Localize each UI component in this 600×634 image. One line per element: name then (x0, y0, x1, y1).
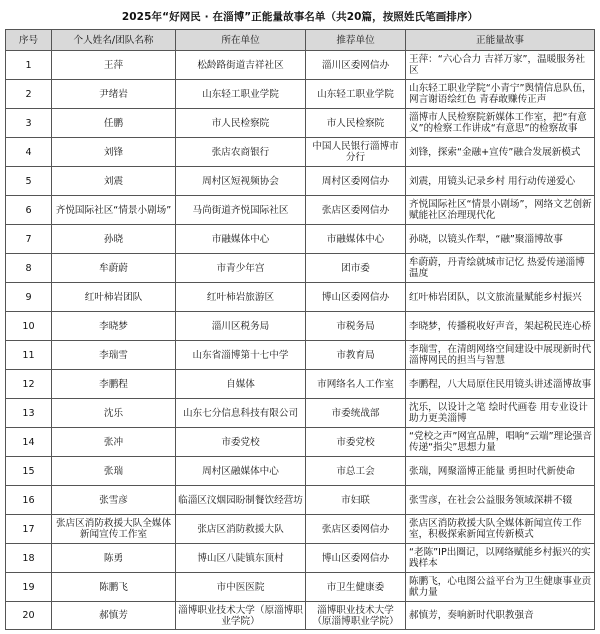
table-row (6, 573, 595, 602)
table-row (6, 225, 595, 254)
cell-recommender: 市税务局 (306, 312, 406, 341)
cell-unit: 市人民检察院 (176, 109, 306, 138)
cell-story: 陈鹏飞，心电图公益平台为卫生健康事业贡献力量 (406, 573, 595, 602)
cell-name: 刘锋 (52, 138, 176, 167)
cell-name: 陈勇 (52, 544, 176, 573)
cell-story: 红叶柿岩团队，以文旅流量赋能乡村振兴 (406, 283, 595, 312)
cell-no: 2 (6, 80, 52, 109)
cell-story: 孙晓，以镜头作犁，“融”聚淄博故事 (406, 225, 595, 254)
cell-no: 10 (6, 312, 52, 341)
column-header-recommender: 推荐单位 (306, 30, 406, 51)
cell-name: 郝慎芳 (52, 602, 176, 630)
cell-unit: 市委党校 (176, 428, 306, 457)
cell-unit: 红叶柿岩旅游区 (176, 283, 306, 312)
cell-story: 刘锋，探索“金融+宣传”融合发展新模式 (406, 138, 595, 167)
cell-story: “老陈”IP出圈记，以网络赋能乡村振兴的实践样本 (406, 544, 595, 573)
cell-story: 刘震，用镜头记录乡村 用行动传递爱心 (406, 167, 595, 196)
cell-recommender: 淄博职业技术大学（原淄博职业学院） (306, 602, 406, 630)
cell-story: 郝慎芳，奏响新时代职教强音 (406, 602, 595, 630)
cell-name: 牟蔚蔚 (52, 254, 176, 283)
cell-unit: 淄川区税务局 (176, 312, 306, 341)
table-row (6, 602, 595, 630)
column-header-name: 个人姓名/团队名称 (52, 30, 176, 51)
table-row (6, 515, 595, 544)
cell-story: 李晓梦，传播税收好声音，架起税民连心桥 (406, 312, 595, 341)
cell-unit: 松龄路街道吉祥社区 (176, 51, 306, 80)
document-title: 2025年“好网民 · 在淄博”正能量故事名单（共20篇，按照姓氏笔画排序） (121, 11, 479, 23)
cell-unit: 周村区短视频协会 (176, 167, 306, 196)
table-row (6, 51, 595, 80)
table-row (6, 283, 595, 312)
cell-no: 19 (6, 573, 52, 602)
cell-name: 沈乐 (52, 399, 176, 428)
cell-story: 淄博市人民检察院新媒体工作室，把“有意义”的检察工作讲成“有意思”的检察故事 (406, 109, 595, 138)
cell-recommender: 市委统战部 (306, 399, 406, 428)
table-row (6, 399, 595, 428)
cell-recommender: 博山区委网信办 (306, 283, 406, 312)
cell-recommender: 市妇联 (306, 486, 406, 515)
cell-name: 张雪彦 (52, 486, 176, 515)
cell-no: 6 (6, 196, 52, 225)
table-row (6, 341, 595, 370)
cell-recommender: 市人民检察院 (306, 109, 406, 138)
cell-no: 1 (6, 51, 52, 80)
table-row (6, 109, 595, 138)
cell-name: 王萍 (52, 51, 176, 80)
cell-story: 张雪彦，在社会公益服务领域深耕不辍 (406, 486, 595, 515)
cell-unit: 市融媒体中心 (176, 225, 306, 254)
cell-no: 13 (6, 399, 52, 428)
cell-unit: 市青少年宫 (176, 254, 306, 283)
cell-recommender: 团市委 (306, 254, 406, 283)
table-row (6, 254, 595, 283)
cell-name: 尹绪岩 (52, 80, 176, 109)
cell-name: 红叶柿岩团队 (52, 283, 176, 312)
cell-recommender: 市网络名人工作室 (306, 370, 406, 399)
cell-name: 齐悦国际社区“情景小剧场” (52, 196, 176, 225)
cell-story: 张店区消防救援大队全媒体新闻宣传工作室，积极探索新闻宣传新模式 (406, 515, 595, 544)
cell-recommender: 市卫生健康委 (306, 573, 406, 602)
cell-recommender: 市委党校 (306, 428, 406, 457)
cell-no: 12 (6, 370, 52, 399)
cell-unit: 马尚街道齐悦国际社区 (176, 196, 306, 225)
cell-unit: 张店区消防救援大队 (176, 515, 306, 544)
cell-recommender: 市融媒体中心 (306, 225, 406, 254)
cell-recommender: 市总工会 (306, 457, 406, 486)
column-header-no: 序号 (6, 30, 52, 51)
cell-unit: 山东省淄博第十七中学 (176, 341, 306, 370)
cell-story: 山东轻工职业学院“小青宁”舆情信息队伍，网言谢语绘红色 青春敢赚传正声 (406, 80, 595, 109)
cell-story: 张瑞，网聚淄博正能量 勇担时代新使命 (406, 457, 595, 486)
cell-recommender: 博山区委网信办 (306, 544, 406, 573)
cell-name: 孙晓 (52, 225, 176, 254)
table-row (6, 544, 595, 573)
story-list-table (5, 29, 595, 630)
cell-no: 8 (6, 254, 52, 283)
cell-name: 张冲 (52, 428, 176, 457)
cell-unit: 自媒体 (176, 370, 306, 399)
cell-recommender: 淄川区委网信办 (306, 51, 406, 80)
cell-story: 李鹏程，八大局原住民用镜头讲述淄博故事 (406, 370, 595, 399)
cell-unit: 淄博职业技术大学（原淄博职业学院） (176, 602, 306, 630)
cell-no: 5 (6, 167, 52, 196)
table-row (6, 80, 595, 109)
cell-no: 15 (6, 457, 52, 486)
table-row (6, 370, 595, 399)
table-row (6, 457, 595, 486)
column-header-unit: 所在单位 (176, 30, 306, 51)
table-row (6, 312, 595, 341)
cell-name: 李鹏程 (52, 370, 176, 399)
cell-no: 16 (6, 486, 52, 515)
column-header-story: 正能量故事 (406, 30, 595, 51)
table-row (6, 486, 595, 515)
cell-unit: 张店农商银行 (176, 138, 306, 167)
cell-no: 11 (6, 341, 52, 370)
cell-no: 17 (6, 515, 52, 544)
cell-name: 刘震 (52, 167, 176, 196)
cell-no: 20 (6, 602, 52, 630)
cell-name: 李瑞雪 (52, 341, 176, 370)
cell-recommender: 中国人民银行淄博市分行 (306, 138, 406, 167)
cell-story: 牟蔚蔚，丹青绘就城市记忆 热爱传递淄博温度 (406, 254, 595, 283)
cell-story: 齐悦国际社区“情景小剧场”，网络文艺创新赋能社区治理现代化 (406, 196, 595, 225)
cell-story: 沈乐，以设计之笔 绘时代画卷 用专业设计助力更美淄博 (406, 399, 595, 428)
cell-story: “党校之声”网宣品牌，唱响“云端”理论强音 传递“指尖”思想力量 (406, 428, 595, 457)
cell-recommender: 山东轻工职业学院 (306, 80, 406, 109)
cell-recommender: 张店区委网信办 (306, 515, 406, 544)
cell-unit: 周村区融媒体中心 (176, 457, 306, 486)
cell-name: 李晓梦 (52, 312, 176, 341)
table-row (6, 138, 595, 167)
cell-recommender: 张店区委网信办 (306, 196, 406, 225)
cell-unit: 临淄区汶烟园盼制餐饮经营坊 (176, 486, 306, 515)
cell-recommender: 市教育局 (306, 341, 406, 370)
table-row (6, 196, 595, 225)
cell-unit: 市中医医院 (176, 573, 306, 602)
cell-no: 18 (6, 544, 52, 573)
table-row (6, 167, 595, 196)
cell-recommender: 周村区委网信办 (306, 167, 406, 196)
cell-story: 李瑞雪，在清朗网络空间建设中展现新时代淄博网民的担当与智慧 (406, 341, 595, 370)
cell-unit: 山东七分信息科技有限公司 (176, 399, 306, 428)
cell-no: 4 (6, 138, 52, 167)
cell-no: 7 (6, 225, 52, 254)
cell-no: 9 (6, 283, 52, 312)
cell-name: 张店区消防救援大队全媒体新闻宣传工作室 (52, 515, 176, 544)
cell-unit: 山东轻工职业学院 (176, 80, 306, 109)
cell-story: 王萍：“六心合力 吉祥万家”，温暖服务社区 (406, 51, 595, 80)
cell-no: 3 (6, 109, 52, 138)
cell-unit: 博山区八陡镇东顶村 (176, 544, 306, 573)
table-row (6, 428, 595, 457)
cell-name: 张瑞 (52, 457, 176, 486)
cell-no: 14 (6, 428, 52, 457)
cell-name: 任鹏 (52, 109, 176, 138)
table-header-row (6, 30, 595, 51)
cell-name: 陈鹏飞 (52, 573, 176, 602)
